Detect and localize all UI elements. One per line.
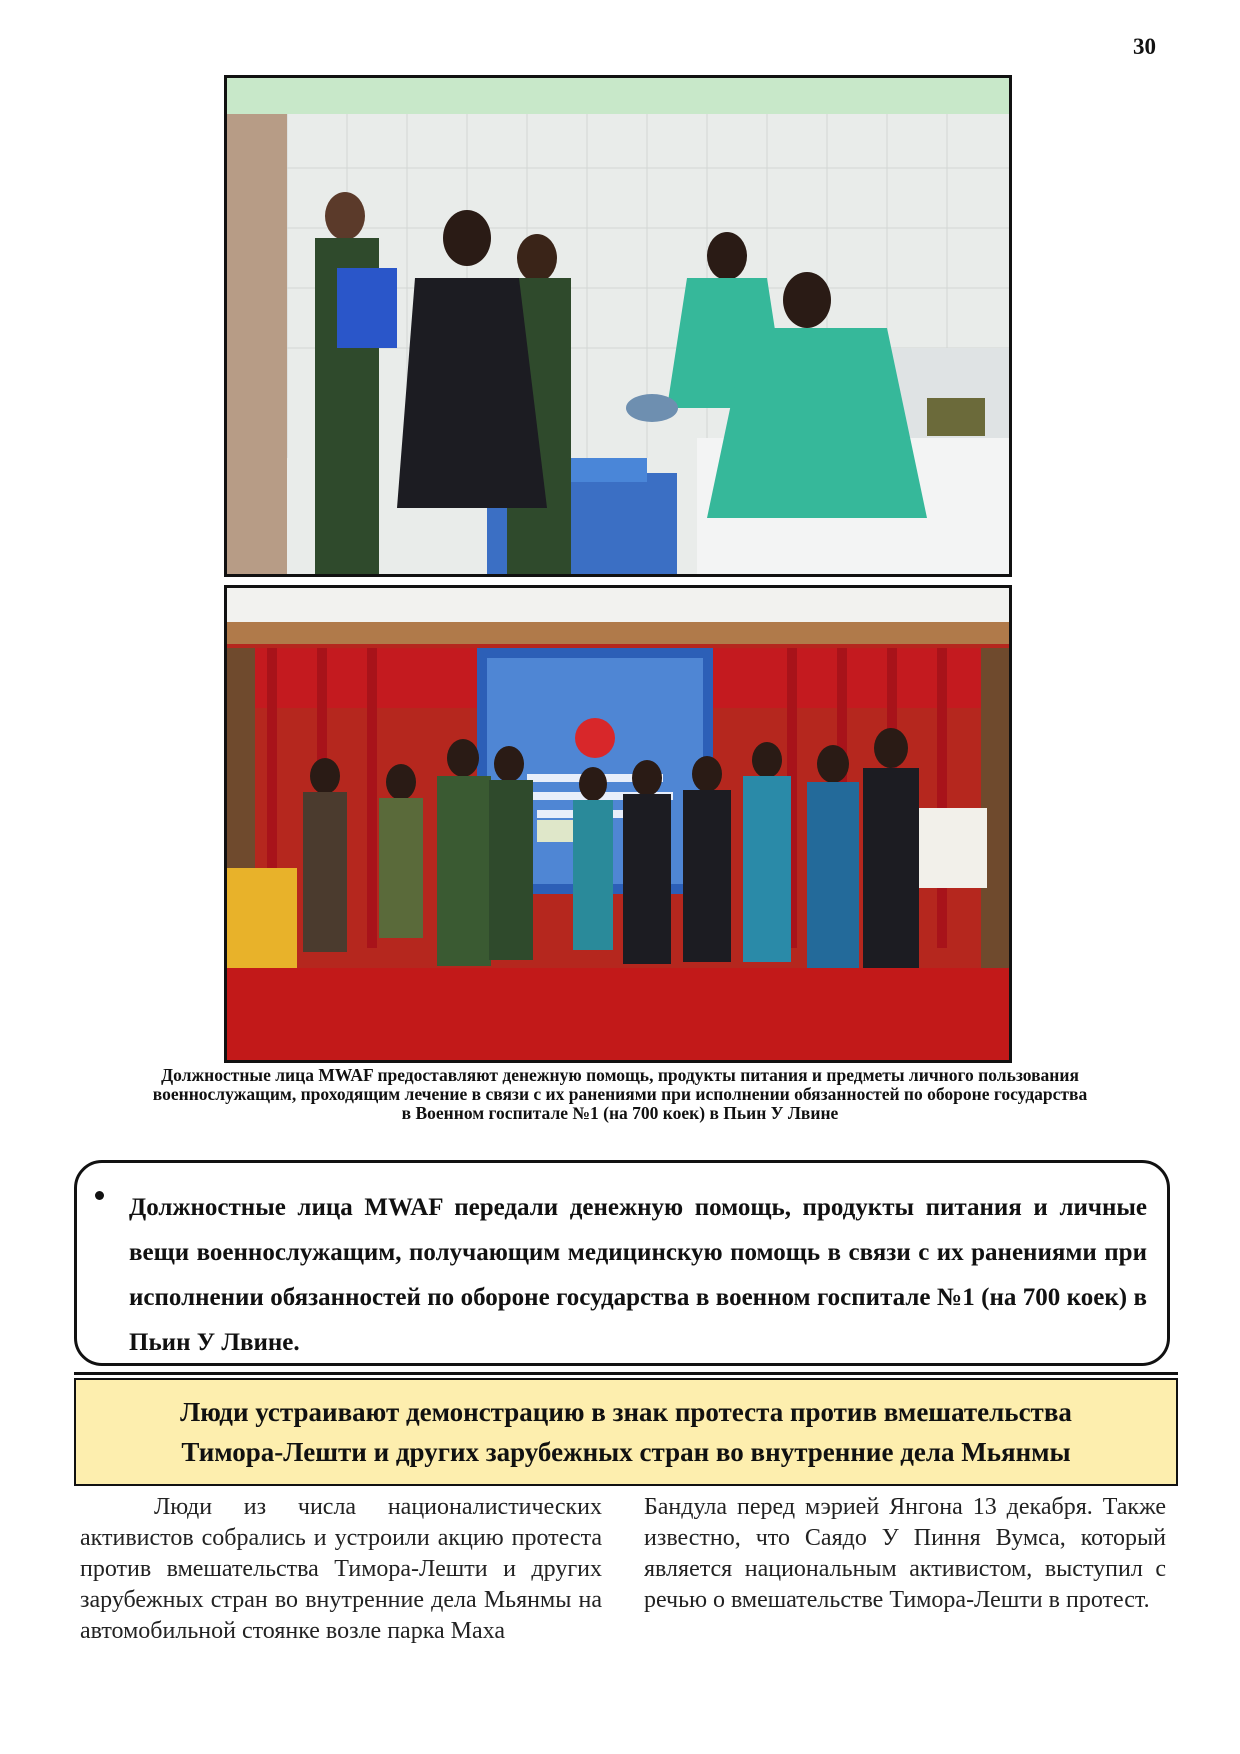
hospital-photo bbox=[224, 75, 1012, 577]
bullet-icon bbox=[95, 1191, 104, 1200]
article-column-1: Люди из числа националистических активистов собрались и устроили акцию протеста против вмешательства Тимора-Лешти и других зарубежных стран во внутренние дела Мьянмы на автомобильной стоянке возле парка Маха bbox=[80, 1494, 602, 1644]
headline-line-1: Люди устраивают демонстрацию в знак протеста против вмешательства bbox=[180, 1397, 1072, 1427]
headline-box bbox=[74, 1378, 1178, 1486]
article-headline bbox=[180, 1392, 1072, 1472]
headline-rule bbox=[74, 1372, 1178, 1375]
page-number: 30 bbox=[1133, 34, 1156, 59]
summary-text: Должностные лица MWAF передали денежную помощь, продукты питания и личные вещи военнослужащим, получающим медицинскую помощь в связи с их ранениями при исполнении обязанностей по обороне государства в военном госпитале №1 (на 700 коек) в Пьин У Лвине. bbox=[129, 1194, 1147, 1356]
summary-box bbox=[74, 1160, 1170, 1366]
article-body bbox=[80, 1492, 1166, 1647]
photo-caption: Должностные лица MWAF предоставляют денежную помощь, продукты питания и предметы личного пользования военнослужащим, проходящим лечение в связи с их ранениями при исполнении обязанностей по обороне государства в Военном госпитале №1 (на 700 коек) в Пьин У Лвине bbox=[152, 1065, 1088, 1123]
headline-line-2: Тимора-Лешти и других зарубежных стран во внутренние дела Мьянмы bbox=[181, 1437, 1071, 1467]
ceremony-photo bbox=[224, 585, 1012, 1063]
article-column-2: Бандула перед мэрией Янгона 13 декабря. Также известно, что Саядо У Пиння Вумса, который является национальным активистом, выступил с речью о вмешательстве Тимора-Лешти в протест. bbox=[644, 1494, 1166, 1613]
